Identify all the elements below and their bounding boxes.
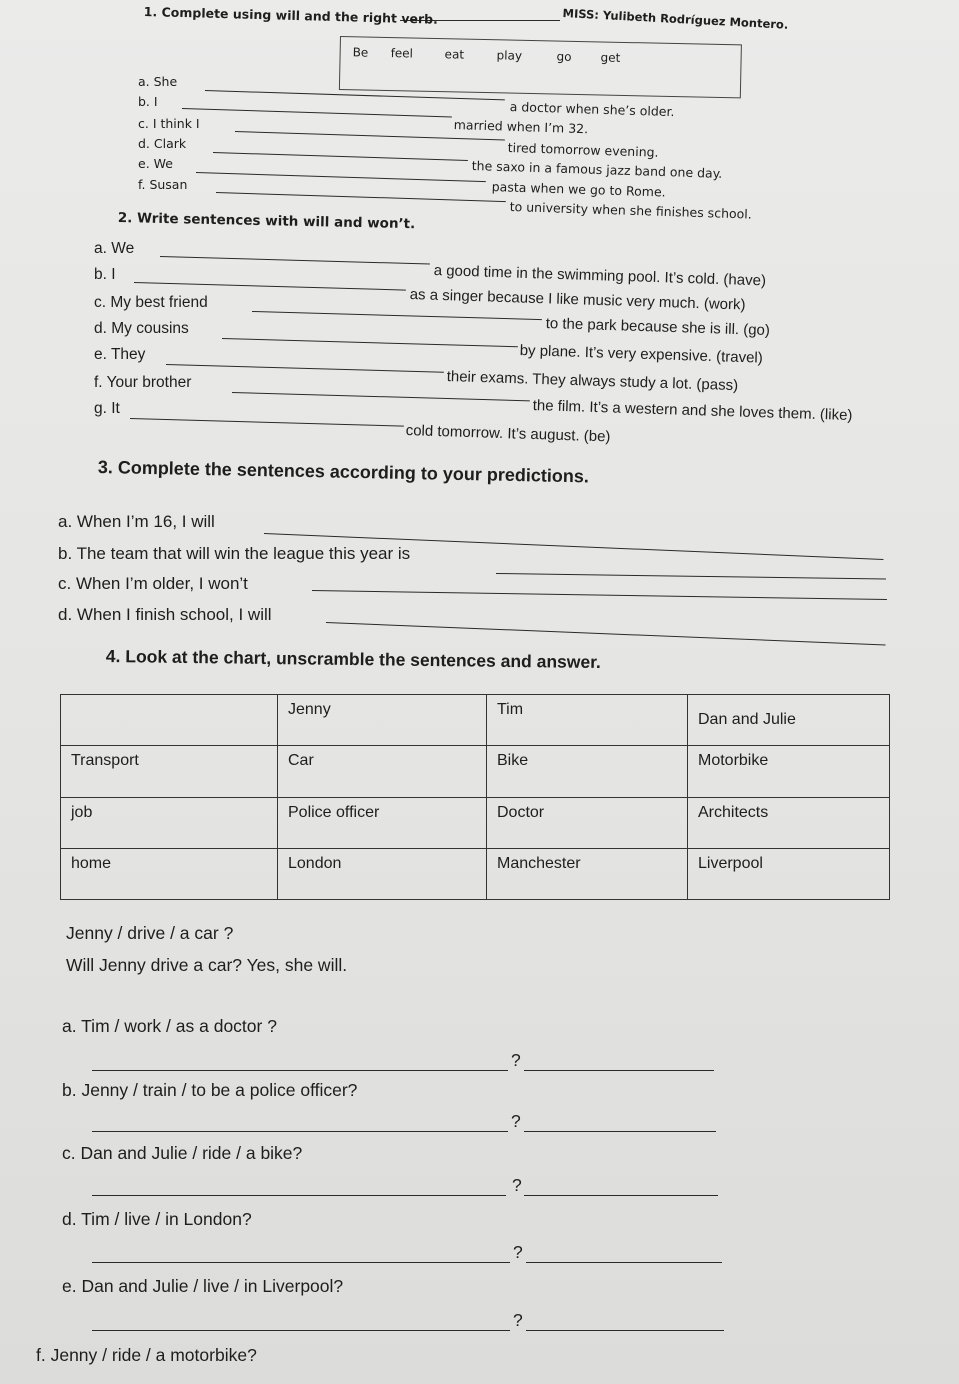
table-row [61, 695, 890, 746]
ex3-d-text: d. When I finish school, I will [58, 605, 272, 624]
ex4-a-qmark: ? [511, 1050, 521, 1070]
ex4-b-qmark: ? [511, 1111, 521, 1131]
verb-be: Be [352, 45, 369, 60]
ex3-b-text: b. The team that will win the league this year is [58, 544, 411, 563]
verb-eat: eat [444, 47, 465, 62]
ex1-f-label: f. Susan [138, 177, 188, 192]
table-cell: London [278, 848, 487, 899]
verb-feel: feel [390, 46, 414, 61]
ex2-b-label: b. I [94, 266, 116, 283]
ex4-a-prompt: a. Tim / work / as a doctor ? [62, 1016, 277, 1036]
ex1-c-label: c. I think I [138, 116, 200, 131]
table-cell: Liverpool [688, 848, 890, 899]
verb-get: get [600, 50, 621, 65]
ex4-c-answer-blank[interactable] [524, 1195, 718, 1196]
example-answer: Will Jenny drive a car? Yes, she will. [66, 955, 348, 975]
ex2-f-end: the film. It’s a western and she loves them. (like) [532, 397, 853, 425]
ex1-c-end: tired tomorrow evening. [507, 140, 659, 160]
ex2-e-blank[interactable] [166, 364, 444, 373]
ex4-c-question-blank[interactable] [92, 1195, 506, 1196]
ex3-b-blank[interactable] [496, 573, 886, 579]
ex4-d-qmark: ? [513, 1242, 523, 1262]
table-cell: Doctor [487, 797, 688, 848]
table-cell: Police officer [278, 797, 487, 848]
ex1-a-end: a doctor when she’s older. [509, 99, 675, 120]
table-header-empty [61, 695, 278, 746]
ex3-c-text: c. When I’m older, I won’t [58, 574, 248, 593]
ex1-b-label: b. I [138, 94, 158, 109]
ex2-d-end: by plane. It’s very expensive. (travel) [519, 342, 764, 367]
ex2-a-end: a good time in the swimming pool. It’s cold. (have) [433, 262, 767, 290]
table-header-tim: Tim [487, 695, 688, 746]
teacher-name: MISS: Yulibeth Rodríguez Montero. [562, 6, 789, 32]
ex1-d-blank[interactable] [213, 152, 468, 161]
ex1-f-blank[interactable] [216, 192, 506, 202]
ex3-title: 3. Complete the sentences according to your predictions. [97, 457, 590, 487]
ex2-b-end: as a singer because I like music very much. (work) [409, 286, 746, 314]
ex3-a-text: a. When I’m 16, I will [58, 512, 215, 531]
ex2-d-blank[interactable] [222, 338, 518, 347]
ex2-c-blank[interactable] [252, 311, 542, 320]
ex3-d-blank[interactable] [326, 622, 886, 645]
table-header-jenny: Jenny [278, 695, 487, 746]
ex2-f-label: f. Your brother [94, 374, 192, 391]
ex2-g-blank[interactable] [130, 418, 404, 427]
ex1-d-label: d. Clark [138, 136, 187, 151]
ex4-f-prompt: f. Jenny / ride / a motorbike? [36, 1345, 257, 1365]
table-cell: Bike [487, 746, 688, 797]
ex2-b-blank[interactable] [134, 282, 406, 291]
table-cell: job [61, 797, 278, 848]
ex2-title: 2. Write sentences with will and won’t. [117, 210, 416, 233]
ex2-f-blank[interactable] [232, 392, 530, 401]
ex4-d-question-blank[interactable] [92, 1262, 510, 1263]
ex1-a-label: a. She [138, 74, 178, 89]
ex3-c-blank[interactable] [312, 590, 887, 600]
table-row [61, 848, 890, 899]
table-row [61, 797, 890, 848]
ex4-e-question-blank[interactable] [92, 1330, 510, 1331]
ex1-d-end: the saxo in a famous jazz band one day. [471, 158, 723, 181]
ex1-title: 1. Complete using will and the right verb. [143, 4, 439, 27]
ex4-a-answer-blank[interactable] [524, 1070, 714, 1071]
info-chart [60, 694, 890, 900]
table-cell: Car [278, 746, 487, 797]
ex4-e-qmark: ? [513, 1310, 523, 1330]
ex4-d-prompt: d. Tim / live / in London? [62, 1209, 252, 1229]
ex2-g-label: g. It [94, 400, 120, 417]
ex1-e-blank[interactable] [196, 172, 486, 182]
ex2-c-end: to the park because she is ill. (go) [545, 315, 771, 340]
ex2-e-end: their exams. They always study a lot. (pass) [446, 368, 739, 395]
ex2-g-end: cold tomorrow. It’s august. (be) [405, 422, 611, 446]
ex2-a-label: a. We [94, 240, 135, 257]
example-question: Jenny / drive / a car ? [66, 923, 234, 943]
table-cell: Manchester [487, 848, 688, 899]
ex1-f-end: to university when she finishes school. [509, 199, 752, 222]
ex4-e-prompt: e. Dan and Julie / live / in Liverpool? [62, 1276, 344, 1296]
table-cell: Motorbike [688, 746, 890, 797]
ex4-e-answer-blank[interactable] [526, 1330, 724, 1331]
ex1-b-end: married when I’m 32. [453, 117, 589, 137]
verb-play: play [496, 48, 523, 63]
ex2-e-label: e. They [94, 346, 146, 363]
ex1-e-end: pasta when we go to Rome. [491, 179, 666, 200]
ex2-a-blank[interactable] [160, 256, 430, 265]
ex1-c-blank[interactable] [235, 131, 505, 140]
ex4-a-question-blank[interactable] [92, 1070, 508, 1071]
ex4-b-answer-blank[interactable] [524, 1131, 716, 1132]
table-header-dan-julie: Dan and Julie [688, 695, 890, 746]
ex4-d-answer-blank[interactable] [526, 1262, 722, 1263]
ex4-c-qmark: ? [512, 1175, 522, 1195]
ex4-b-prompt: b. Jenny / train / to be a police officer? [62, 1080, 358, 1100]
ex1-e-label: e. We [138, 156, 173, 171]
ex4-title: 4. Look at the chart, unscramble the sentences and answer. [105, 646, 601, 673]
ex2-c-label: c. My best friend [94, 294, 208, 311]
verb-go: go [556, 49, 572, 64]
ex4-b-question-blank[interactable] [92, 1131, 508, 1132]
ex2-d-label: d. My cousins [94, 320, 189, 337]
table-cell: Transport [61, 746, 278, 797]
ex4-c-prompt: c. Dan and Julie / ride / a bike? [62, 1143, 303, 1163]
table-row [61, 746, 890, 797]
ex1-b-blank[interactable] [182, 108, 452, 117]
table-cell: Architects [688, 797, 890, 848]
table-cell: home [61, 848, 278, 899]
verb-box [339, 36, 742, 98]
